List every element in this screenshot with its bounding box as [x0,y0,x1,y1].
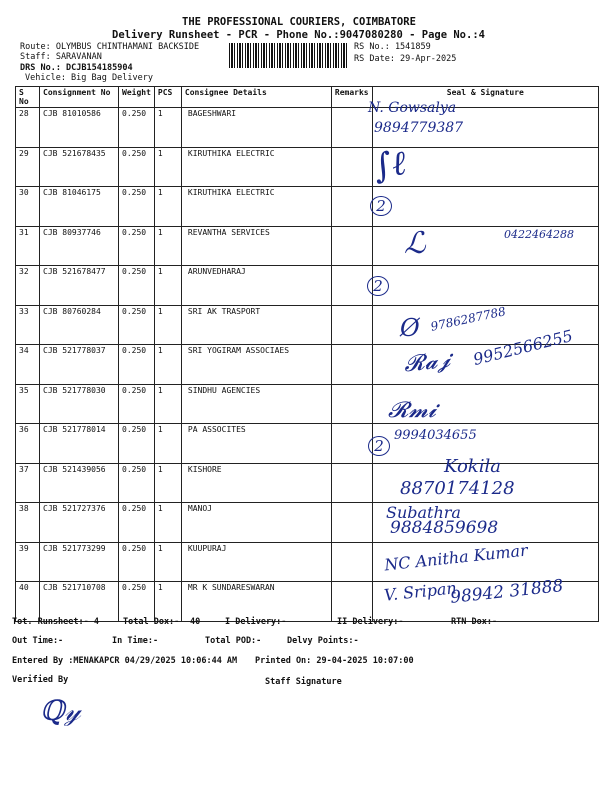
table-row [16,384,599,424]
row-consignment-no: CJB 521778030 [40,384,119,424]
handwritten-signature: N. Gowsalya [368,100,457,116]
in-time-label: In Time:- [112,636,159,646]
col-remarks: Remarks [331,87,372,108]
row-consignment-no: CJB 81010586 [40,108,119,148]
row-signature [372,187,598,227]
row-sno: 35 [16,384,40,424]
handwritten-signature: V. Sripan [383,578,458,605]
rs-number: RS No.: 1541859 [354,42,431,52]
scribble-signature: ∫ℓ [371,142,409,188]
row-remarks [331,226,372,266]
table-row [16,147,599,187]
row-sno: 28 [16,108,40,148]
runsheet-subtitle: Delivery Runsheet - PCR - Phone No.:9047080280 - Page No.:4 [112,29,485,41]
col-signature: Seal & Signature [372,87,598,108]
row-remarks [331,582,372,622]
row-pcs: 1 [154,503,181,543]
row-consignment-no: CJB 521710708 [40,582,119,622]
row-pcs: 1 [154,226,181,266]
table-header-row [16,87,599,108]
staff-label: Staff: SARAVANAN [20,52,102,62]
row-consignment-no: CJB 521773299 [40,542,119,582]
handwritten-phone: 8870174128 [400,478,515,499]
stamp-circle: 2 [368,436,390,456]
row-weight: 0.250 [119,424,155,464]
row-weight: 0.250 [119,305,155,345]
row-pcs: 1 [154,542,181,582]
row-weight: 0.250 [119,542,155,582]
row-consignment-no: CJB 521678435 [40,147,119,187]
total-dox-label: Total Dox:- [123,617,180,627]
stamp-circle: 2 [367,276,389,296]
vehicle-label: Vehicle: Big Bag Delivery [25,73,153,83]
table-row [16,108,599,148]
row-consignee: SRI YOGIRAM ASSOCIAES [181,345,331,385]
total-pod-label: Total POD:- [205,636,262,646]
row-sno: 39 [16,542,40,582]
row-pcs: 1 [154,187,181,227]
row-signature [372,266,598,306]
scribble-signature: ℒ [404,226,426,261]
row-pcs: 1 [154,305,181,345]
row-remarks [331,147,372,187]
row-remarks [331,542,372,582]
row-consignee: REVANTHA SERVICES [181,226,331,266]
row-pcs: 1 [154,147,181,187]
row-consignment-no: CJB 521727376 [40,503,119,543]
rs-date: RS Date: 29-Apr-2025 [354,54,457,64]
table-row [16,187,599,227]
col-consignment: Consignment No [40,87,119,108]
entered-by: Entered By :MENAKAPCR 04/29/2025 10:06:44 AM [12,656,238,666]
ii-delivery-label: II Delivery:- [337,617,404,627]
row-consignee: SINDHU AGENCIES [181,384,331,424]
drs-number: DRS No.: DCJB154185904 [20,63,133,73]
col-pcs: PCS [154,87,181,108]
row-sno: 34 [16,345,40,385]
handwritten-signature: Subathra [386,503,461,522]
rtn-dox-label: RTN Dox:- [451,617,498,627]
route-label: Route: OLYMBUS CHINTHAMANI BACKSIDE [20,42,200,52]
row-consignment-no: CJB 80937746 [40,226,119,266]
row-pcs: 1 [154,582,181,622]
row-consignee: MR K SUNDARESWARAN [181,582,331,622]
row-pcs: 1 [154,266,181,306]
row-consignee: MANOJ [181,503,331,543]
row-consignment-no: CJB 81046175 [40,187,119,227]
col-weight: Weight [119,87,155,108]
row-consignment-no: CJB 521778014 [40,424,119,464]
row-sno: 32 [16,266,40,306]
row-remarks [331,463,372,503]
barcode-image [229,43,347,68]
row-consignment-no: CJB 521778037 [40,345,119,385]
row-pcs: 1 [154,345,181,385]
row-remarks [331,424,372,464]
row-consignee: KIRUTHIKA ELECTRIC [181,147,331,187]
company-name: THE PROFESSIONAL COURIERS, COIMBATORE [182,16,416,28]
out-time-label: Out Time:- [12,636,64,646]
scribble-signature: 𝓡𝓪𝓳 [402,347,452,378]
row-weight: 0.250 [119,226,155,266]
row-sno: 29 [16,147,40,187]
row-consignee: BAGESHWARI [181,108,331,148]
handwritten-phone: 9884859698 [390,518,499,538]
row-weight: 0.250 [119,345,155,385]
row-sno: 40 [16,582,40,622]
handwritten-phone: 9894779387 [374,120,464,136]
handwritten-signature: NC Anitha Kumar [383,540,529,575]
row-consignment-no: CJB 521678477 [40,266,119,306]
row-consignee: ARUNVEDHARAJ [181,266,331,306]
row-weight: 0.250 [119,108,155,148]
delvy-points-label: Delvy Points:- [287,636,359,646]
row-sno: 30 [16,187,40,227]
row-weight: 0.250 [119,503,155,543]
row-weight: 0.250 [119,463,155,503]
total-dox-value: 40 [190,617,201,627]
stamp-circle: 2 [370,196,392,216]
row-consignment-no: CJB 80760284 [40,305,119,345]
table-row [16,503,599,543]
row-sno: 38 [16,503,40,543]
row-weight: 0.250 [119,582,155,622]
printed-on: Printed On: 29-04-2025 10:07:00 [255,656,414,666]
row-consignee: KUUPURAJ [181,542,331,582]
table-row [16,266,599,306]
row-remarks [331,384,372,424]
handwritten-phone: 0422464288 [504,228,574,241]
row-pcs: 1 [154,384,181,424]
col-sno: S No [16,87,40,108]
row-remarks [331,305,372,345]
row-sno: 31 [16,226,40,266]
handwritten-phone: 9994034655 [394,428,477,443]
row-weight: 0.250 [119,266,155,306]
col-consignee: Consignee Details [181,87,331,108]
row-sno: 37 [16,463,40,503]
row-consignment-no: CJB 521439056 [40,463,119,503]
table-row [16,424,599,464]
verifier-signature: ℚ𝓎 [40,694,81,727]
scribble-signature: 𝓡𝓶𝓲 [388,398,437,423]
verified-by-label: Verified By [12,675,69,685]
row-remarks [331,345,372,385]
handwritten-phone: 9952566255 [471,325,575,370]
row-remarks [331,187,372,227]
row-consignee: KISHORE [181,463,331,503]
row-remarks [331,108,372,148]
row-pcs: 1 [154,108,181,148]
row-remarks [331,503,372,543]
row-weight: 0.250 [119,384,155,424]
row-pcs: 1 [154,424,181,464]
row-consignee: SRI AK TRASPORT [181,305,331,345]
row-consignee: PA ASSOCITES [181,424,331,464]
row-consignee: KIRUTHIKA ELECTRIC [181,187,331,227]
i-delivery-label: I Delivery:- [225,617,287,627]
staff-signature-label: Staff Signature [265,677,342,687]
handwritten-phone: 9786287788 [429,304,507,334]
total-runsheet: Tot. Runsheet:- 4 [12,617,99,627]
row-weight: 0.250 [119,147,155,187]
row-sno: 36 [16,424,40,464]
scribble-signature: Ø [400,314,420,342]
row-sno: 33 [16,305,40,345]
row-weight: 0.250 [119,187,155,227]
table-row [16,305,599,345]
handwritten-signature: Kokila [444,456,501,477]
handwritten-phone: 98942 31888 [449,576,565,608]
row-pcs: 1 [154,463,181,503]
